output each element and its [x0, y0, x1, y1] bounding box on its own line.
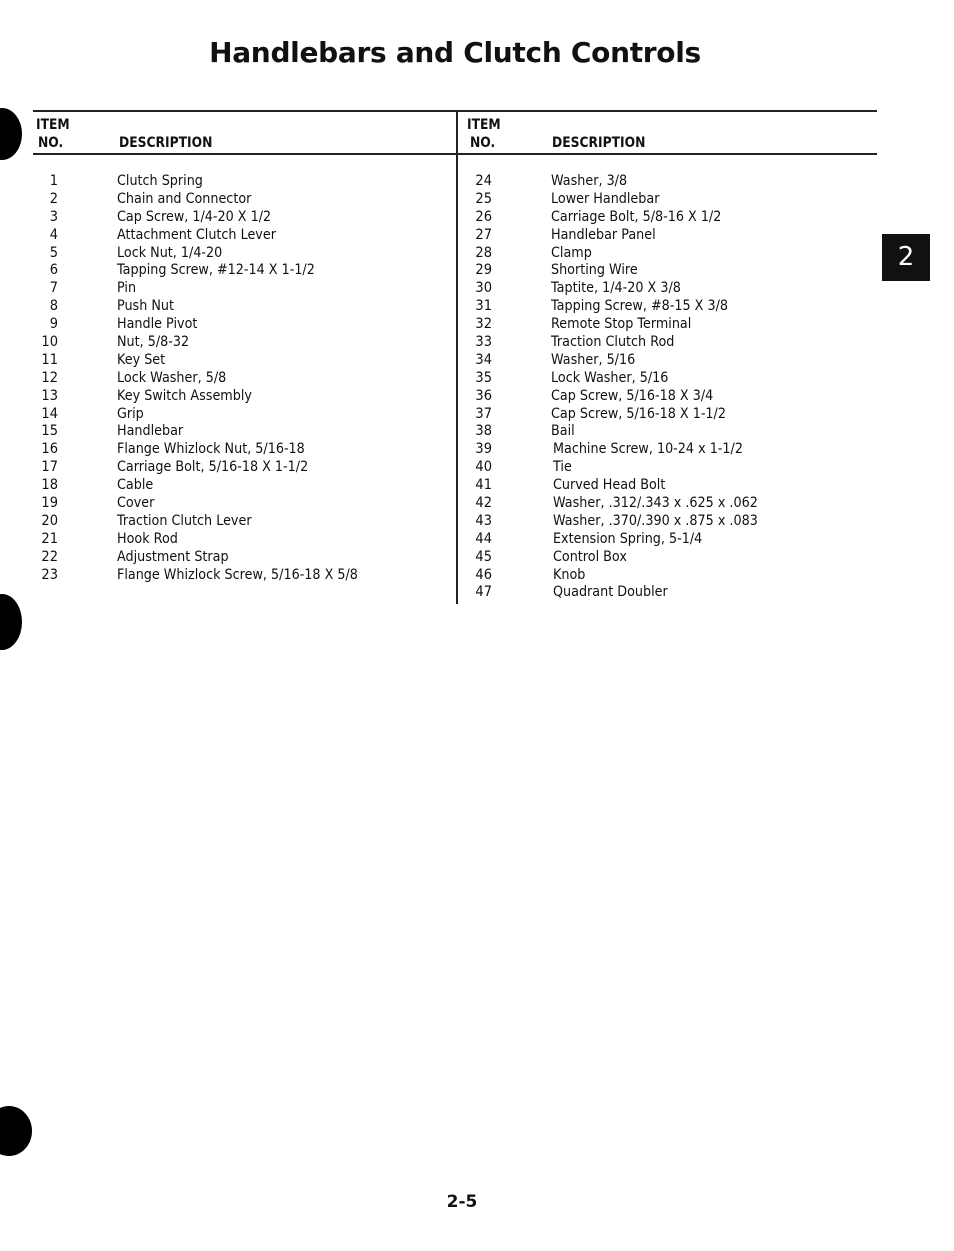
table-top-rule — [33, 110, 877, 112]
list-item — [462, 209, 872, 227]
item-description: Key Switch Assembly — [117, 387, 252, 404]
item-number: 1 — [49, 173, 58, 189]
list-item — [28, 298, 448, 316]
item-description: Knob — [553, 566, 586, 583]
item-description: Traction Clutch Rod — [551, 334, 675, 351]
list-item — [462, 227, 872, 245]
list-item — [462, 441, 872, 459]
list-item — [28, 441, 448, 459]
item-description: Lower Handlebar — [551, 190, 660, 207]
item-description: Washer, .312/.343 x .625 x .062 — [553, 495, 758, 512]
list-item — [462, 245, 872, 263]
right-description-header: DESCRIPTION — [552, 135, 646, 151]
list-item — [28, 245, 448, 263]
item-number: 15 — [41, 423, 58, 440]
list-item — [28, 477, 448, 495]
item-description: Push Nut — [117, 298, 174, 315]
item-description: Cover — [117, 495, 155, 512]
list-item — [28, 423, 448, 441]
list-item — [28, 531, 448, 549]
list-item — [462, 352, 872, 370]
item-number: 25 — [475, 190, 492, 207]
left-parts-list — [28, 173, 448, 584]
item-description: Taptite, 1/4-20 X 3/8 — [551, 280, 681, 297]
item-number: 19 — [41, 495, 58, 512]
list-item — [462, 262, 872, 280]
item-number: 14 — [41, 405, 58, 422]
item-number: 5 — [49, 244, 58, 261]
item-description: Cap Screw, 1/4-20 X 1/2 — [117, 208, 272, 225]
list-item — [462, 173, 872, 191]
item-description: Machine Screw, 10-24 x 1-1/2 — [553, 441, 743, 458]
item-number: 10 — [41, 334, 58, 351]
list-item — [462, 316, 872, 334]
item-description: Washer, .370/.390 x .875 x .083 — [553, 512, 758, 529]
item-description: Washer, 3/8 — [551, 173, 628, 189]
item-description: Handlebar — [117, 423, 184, 440]
item-description: Tie — [553, 459, 572, 476]
item-description: Tapping Screw, #12-14 X 1-1/2 — [117, 262, 315, 279]
item-number: 13 — [41, 387, 58, 404]
list-item — [462, 298, 872, 316]
item-number: 39 — [475, 441, 492, 458]
item-description: Clamp — [551, 244, 592, 261]
item-number: 42 — [475, 495, 492, 512]
item-number: 33 — [475, 334, 492, 351]
item-number: 16 — [41, 441, 58, 458]
item-number: 23 — [41, 566, 58, 583]
list-item — [462, 495, 872, 513]
list-item — [462, 513, 872, 531]
table-header-rule — [33, 153, 877, 155]
binder-hole-top — [0, 108, 22, 160]
item-description: Flange Whizlock Nut, 5/16-18 — [117, 441, 305, 458]
item-number: 6 — [49, 262, 58, 279]
list-item — [462, 549, 872, 567]
item-number: 32 — [475, 316, 492, 333]
list-item — [462, 567, 872, 585]
list-item — [28, 173, 448, 191]
list-item — [462, 334, 872, 352]
list-item — [28, 459, 448, 477]
list-item — [462, 280, 872, 298]
item-number: 24 — [475, 173, 492, 189]
item-number: 4 — [49, 226, 58, 243]
list-item — [462, 191, 872, 209]
item-description: Washer, 5/16 — [551, 351, 636, 368]
list-item — [28, 227, 448, 245]
item-number: 34 — [475, 351, 492, 368]
list-item — [28, 549, 448, 567]
item-description: Adjustment Strap — [117, 548, 229, 565]
list-item — [462, 584, 872, 602]
item-description: Tapping Screw, #8-15 X 3/8 — [551, 298, 729, 315]
item-description: Handle Pivot — [117, 316, 198, 333]
list-item — [28, 334, 448, 352]
item-description: Extension Spring, 5-1/4 — [553, 530, 703, 547]
item-description: Grip — [117, 405, 144, 422]
item-description: Carriage Bolt, 5/16-18 X 1-1/2 — [117, 459, 309, 476]
item-number: 2 — [49, 190, 58, 207]
item-description: Clutch Spring — [117, 173, 203, 189]
item-number: 27 — [475, 226, 492, 243]
left-no-header: NO. — [38, 135, 64, 151]
list-item — [28, 316, 448, 334]
item-number: 7 — [49, 280, 58, 297]
item-number: 3 — [49, 208, 58, 225]
list-item — [28, 209, 448, 227]
item-description: Lock Washer, 5/16 — [551, 369, 669, 386]
list-item — [462, 423, 872, 441]
item-description: Key Set — [117, 351, 166, 368]
item-description: Cable — [117, 477, 154, 494]
item-number: 18 — [41, 477, 58, 494]
item-number: 44 — [475, 530, 492, 547]
item-description: Bail — [551, 423, 575, 440]
item-number: 11 — [41, 351, 58, 368]
item-number: 12 — [41, 369, 58, 386]
list-item — [462, 370, 872, 388]
item-number: 31 — [475, 298, 492, 315]
left-item-header: ITEM — [36, 117, 70, 133]
item-description: Lock Washer, 5/8 — [117, 369, 227, 386]
item-description: Lock Nut, 1/4-20 — [117, 244, 223, 261]
binder-hole-bottom — [0, 1106, 32, 1156]
item-description: Shorting Wire — [551, 262, 638, 279]
item-description: Remote Stop Terminal — [551, 316, 692, 333]
item-number: 28 — [475, 244, 492, 261]
item-description: Handlebar Panel — [551, 226, 656, 243]
item-number: 20 — [41, 512, 58, 529]
left-description-header: DESCRIPTION — [119, 135, 213, 151]
list-item — [462, 531, 872, 549]
page-title: Handlebars and Clutch Controls — [209, 36, 701, 69]
item-number: 17 — [41, 459, 58, 476]
item-description: Attachment Clutch Lever — [117, 226, 276, 243]
item-number: 35 — [475, 369, 492, 386]
list-item — [28, 370, 448, 388]
item-number: 29 — [475, 262, 492, 279]
item-number: 43 — [475, 512, 492, 529]
list-item — [28, 388, 448, 406]
item-number: 9 — [49, 316, 58, 333]
item-number: 45 — [475, 548, 492, 565]
item-description: Hook Rod — [117, 530, 178, 547]
list-item — [28, 191, 448, 209]
list-item — [28, 567, 448, 585]
item-number: 40 — [475, 459, 492, 476]
item-number: 36 — [475, 387, 492, 404]
page-number: 2-5 — [446, 1192, 478, 1212]
item-description: Pin — [117, 280, 137, 297]
list-item — [462, 406, 872, 424]
section-tab: 2 — [882, 234, 930, 281]
list-item — [28, 280, 448, 298]
item-number: 21 — [41, 530, 58, 547]
right-item-header: ITEM — [467, 117, 501, 133]
item-number: 30 — [475, 280, 492, 297]
item-description: Nut, 5/8-32 — [117, 334, 190, 351]
item-description: Traction Clutch Lever — [117, 512, 252, 529]
item-description: Chain and Connector — [117, 190, 252, 207]
item-description: Cap Screw, 5/16-18 X 3/4 — [551, 387, 714, 404]
item-description: Curved Head Bolt — [553, 477, 666, 494]
list-item — [462, 388, 872, 406]
right-no-header: NO. — [470, 135, 496, 151]
item-number: 41 — [475, 477, 492, 494]
item-description: Quadrant Doubler — [553, 584, 668, 601]
list-item — [28, 495, 448, 513]
list-item — [28, 513, 448, 531]
item-number: 37 — [475, 405, 492, 422]
item-number: 46 — [475, 566, 492, 583]
item-description: Flange Whizlock Screw, 5/16-18 X 5/8 — [117, 566, 358, 583]
list-item — [462, 459, 872, 477]
right-parts-list — [462, 173, 872, 602]
list-item — [28, 406, 448, 424]
list-item — [28, 262, 448, 280]
item-description: Control Box — [553, 548, 627, 565]
list-item — [462, 477, 872, 495]
item-number: 22 — [41, 548, 58, 565]
item-number: 38 — [475, 423, 492, 440]
column-divider — [456, 110, 458, 604]
binder-hole-middle — [0, 594, 22, 650]
item-number: 47 — [475, 584, 492, 601]
item-description: Cap Screw, 5/16-18 X 1-1/2 — [551, 405, 726, 422]
list-item — [28, 352, 448, 370]
item-description: Carriage Bolt, 5/8-16 X 1/2 — [551, 208, 722, 225]
item-number: 8 — [49, 298, 58, 315]
item-number: 26 — [475, 208, 492, 225]
